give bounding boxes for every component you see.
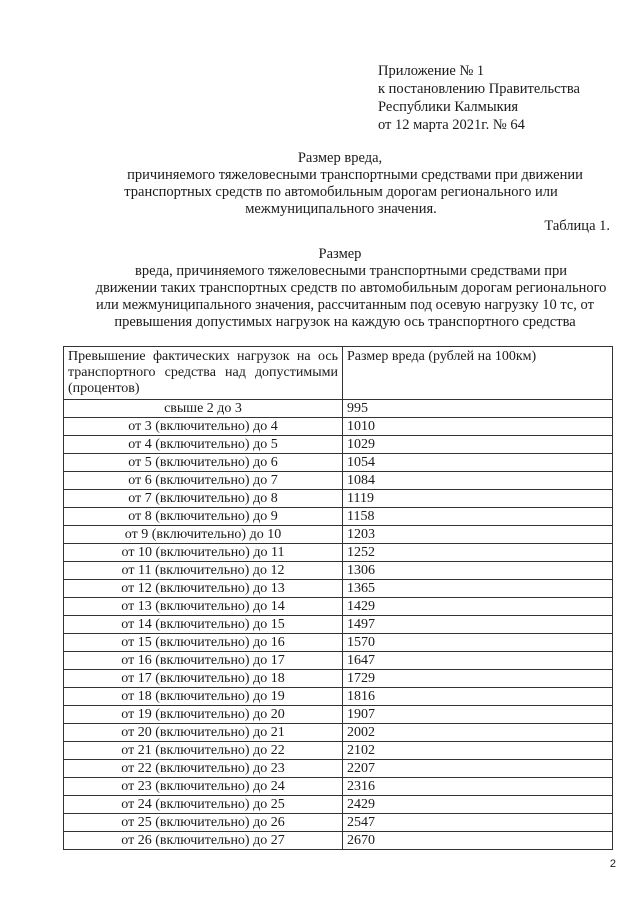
table-row: [64, 760, 613, 778]
overload-range-cell: от 20 (включительно) до 21: [64, 724, 343, 742]
caption-line: вреда, причиняемого тяжеловесными транспортными средствами при: [135, 263, 567, 279]
table-row: [64, 562, 613, 580]
damage-value-cell: 1010: [343, 418, 613, 436]
header-overload: Превышение фактических нагрузок на ось транспортного средства над допустимыми (процентов): [64, 347, 343, 400]
table-row: [64, 580, 613, 598]
damage-value-cell: 1907: [343, 706, 613, 724]
overload-range-cell: от 22 (включительно) до 23: [64, 760, 343, 778]
damage-value-cell: 995: [343, 400, 613, 418]
damage-value-cell: 1816: [343, 688, 613, 706]
overload-range-cell: от 11 (включительно) до 12: [64, 562, 343, 580]
table-header-row: [64, 347, 613, 400]
overload-range-cell: от 3 (включительно) до 4: [64, 418, 343, 436]
appendix-line: Республики Калмыкия: [378, 99, 519, 115]
table-row: [64, 472, 613, 490]
title-line: причиняемого тяжеловесными транспортными средствами при движении: [127, 167, 583, 183]
caption-line: движении таких транспортных средств по автомобильным дорогам регионального: [95, 280, 607, 296]
damage-table: [63, 346, 613, 850]
damage-value-cell: 2207: [343, 760, 613, 778]
overload-range-cell: от 4 (включительно) до 5: [64, 436, 343, 454]
damage-value-cell: 1029: [343, 436, 613, 454]
appendix-line: к постановлению Правительства: [378, 81, 580, 97]
damage-value-cell: 2429: [343, 796, 613, 814]
table-row: [64, 706, 613, 724]
table-row: [64, 616, 613, 634]
table-row: [64, 454, 613, 472]
damage-value-cell: 1252: [343, 544, 613, 562]
overload-range-cell: от 19 (включительно) до 20: [64, 706, 343, 724]
damage-value-cell: 1158: [343, 508, 613, 526]
damage-value-cell: 1429: [343, 598, 613, 616]
table-row: [64, 436, 613, 454]
damage-value-cell: 1497: [343, 616, 613, 634]
appendix-line: Приложение № 1: [378, 63, 485, 79]
damage-value-cell: 2547: [343, 814, 613, 832]
table-row: [64, 634, 613, 652]
table-row: [64, 688, 613, 706]
appendix-line: от 12 марта 2021г. № 64: [378, 117, 525, 133]
overload-range-cell: от 9 (включительно) до 10: [64, 526, 343, 544]
overload-range-cell: от 8 (включительно) до 9: [64, 508, 343, 526]
damage-value-cell: 1647: [343, 652, 613, 670]
title-line: Размер вреда,: [297, 150, 383, 166]
damage-value-cell: 1203: [343, 526, 613, 544]
damage-value-cell: 1729: [343, 670, 613, 688]
overload-range-cell: от 7 (включительно) до 8: [64, 490, 343, 508]
overload-range-cell: от 23 (включительно) до 24: [64, 778, 343, 796]
table-row: [64, 490, 613, 508]
overload-range-cell: от 12 (включительно) до 13: [64, 580, 343, 598]
title-line: транспортных средств по автомобильным дорогам регионального или: [124, 184, 558, 200]
table-row: [64, 652, 613, 670]
overload-range-cell: от 16 (включительно) до 17: [64, 652, 343, 670]
table-row: [64, 832, 613, 850]
table-row: [64, 670, 613, 688]
damage-value-cell: 1570: [343, 634, 613, 652]
table-row: [64, 778, 613, 796]
damage-value-cell: 2102: [343, 742, 613, 760]
overload-range-cell: от 10 (включительно) до 11: [64, 544, 343, 562]
caption-line: Размер: [318, 246, 362, 262]
table-row: [64, 724, 613, 742]
overload-range-cell: от 26 (включительно) до 27: [64, 832, 343, 850]
damage-value-cell: 2316: [343, 778, 613, 796]
table-row: [64, 742, 613, 760]
damage-value-cell: 1365: [343, 580, 613, 598]
page-number: 2: [609, 858, 616, 870]
table-row: [64, 814, 613, 832]
damage-value-cell: 1084: [343, 472, 613, 490]
table-row: [64, 400, 613, 418]
table-label: Таблица 1.: [544, 218, 610, 234]
overload-range-cell: от 5 (включительно) до 6: [64, 454, 343, 472]
caption-line: превышения допустимых нагрузок на каждую ось транспортного средства: [114, 314, 576, 330]
title-line: межмуниципального значения.: [245, 201, 437, 217]
damage-value-cell: 2002: [343, 724, 613, 742]
overload-range-cell: от 14 (включительно) до 15: [64, 616, 343, 634]
table-row: [64, 544, 613, 562]
damage-value-cell: 1054: [343, 454, 613, 472]
table-row: [64, 418, 613, 436]
table-row: [64, 796, 613, 814]
document-title: [0, 150, 640, 218]
overload-range-cell: от 17 (включительно) до 18: [64, 670, 343, 688]
table-caption: [0, 246, 640, 331]
overload-range-cell: от 25 (включительно) до 26: [64, 814, 343, 832]
overload-range-cell: свыше 2 до 3: [64, 400, 343, 418]
table-row: [64, 508, 613, 526]
overload-range-cell: от 6 (включительно) до 7: [64, 472, 343, 490]
caption-line: или межмуниципального значения, рассчитанным под осевую нагрузку 10 тс, от: [96, 297, 594, 313]
overload-range-cell: от 21 (включительно) до 22: [64, 742, 343, 760]
damage-value-cell: 2670: [343, 832, 613, 850]
damage-value-cell: 1119: [343, 490, 613, 508]
table-row: [64, 526, 613, 544]
overload-range-cell: от 24 (включительно) до 25: [64, 796, 343, 814]
appendix-block: [378, 62, 580, 134]
overload-range-cell: от 13 (включительно) до 14: [64, 598, 343, 616]
overload-range-cell: от 15 (включительно) до 16: [64, 634, 343, 652]
table-row: [64, 598, 613, 616]
damage-value-cell: 1306: [343, 562, 613, 580]
header-damage: Размер вреда (рублей на 100км): [343, 347, 613, 400]
overload-range-cell: от 18 (включительно) до 19: [64, 688, 343, 706]
